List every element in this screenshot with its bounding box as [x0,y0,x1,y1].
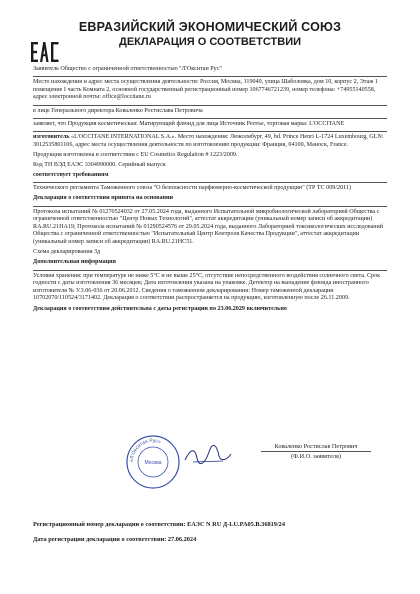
regulation-text: Технического регламента Таможенного союза "О безопасности парфюмерно-косметической продукции" (ТР ТС 009/2011) [33,185,352,192]
manufacturer-block [33,134,387,149]
reg-number-value: ЕАЭС N RU Д-LU.PA05.B.36819/24 [187,521,285,528]
svg-text:«Л'Окситан Рус» [129,438,162,462]
schema-text: Схема декларирования 3д [33,249,101,256]
validity-text: Декларация о соответствии действительна с даты регистрации по [33,305,216,312]
additional-text: Условия хранения: при температуре не ниже 5°С и не выше 25°С, отсутствие непосредственного воздействия солнечного света. Срок годности с даты изготовления 36 месяцев; Дата изготовления указана на упаковке. Детектор на выпадение флюида иностранного изготовителя № У.3.06-036 от 20.06.2012. Сведения о таможенном декларировании: Номер таможенной декларации 10702070/110524/3171402. Декларация о соответствии распространяется на продукцию, изготовленную после 26.11.2009. [33,272,381,302]
registration-date-line [33,536,387,543]
product-declaration: заявляет, что Продукция косметическая: Матирующий флюид для лица Источник Реотье, торговая марка: L'OCCITANE [33,120,345,127]
basis-label: Декларация о соответствии принята на основании [33,195,174,202]
applicant-representative: в лице Генерального директора Коваленко Ростислава Петровича [33,107,203,114]
document-header [0,20,420,48]
complies-label: соответствует требованиям [33,172,109,179]
additional-label: Дополнительная информация [33,259,116,266]
stamp-center-text: Москва [144,460,162,466]
declaration-title: ДЕКЛАРАЦИЯ О СООТВЕТСТВИИ [118,36,302,48]
signer-block [261,443,371,460]
signature-area [33,438,387,488]
handwritten-signature-icon [183,444,233,466]
eac-logo [31,42,59,62]
stamp-outer-text: «Л'Окситан Рус» [128,437,162,463]
made-per-text: Продукция изготовлена в соответствии с EU Cosmetics Regulation # 1223/2009. [33,151,238,158]
manufacturer-label: изготовитель [33,133,70,140]
validity-line [33,306,387,314]
basis-text: Протокола испытаний № 01270524032 от 27.05.2024 года, выданного Испытательной микробиологической лабораторией Общества с ограниченной ответственностью "Центр Новых Технологий", аттестат аккредитации (уникальный номер записи об аккредитации) RA.RU.21НА19; Протокола испытаний № 01290524576 от 29.05.2024 года, выданного Лабораторией токсикологических исследований Общества с ограниченной ответственностью "Испытательный Центр Контроля Качества Продукции", аттестат аккредитации (уникальный номер записи об аккредитации) RA.RU.21НС51. [33,208,384,246]
validity-date: 23.06.2029 включительно [217,305,287,312]
declaration-body [33,66,387,316]
registration-number-line [33,521,387,528]
applicant-address: Место нахождения и адрес места осуществления деятельности: Россия, Москва, 119049, улица Шаболовка, дом 10, корпус 2, Этаж 1 помещение I часть Комната 2, основной государственный регистрационный номер 1067746721239, номер телефона: +74955140558, адрес электронной почты: office@loccitane.ru [33,79,378,101]
signer-caption: (Ф.И.О. заявителя) [291,453,341,460]
signer-name: Коваленко Ростислав Петрович [274,443,358,450]
reg-number-label: Регистрационный номер декларации о соответствии: [33,521,186,528]
hs-code-text: Код ТН ВЭД ЕАЭС 3304990000. Серийный выпуск [33,161,166,168]
reg-date-value: 27.06.2024 [167,536,197,543]
applicant-line: Заявитель Общество с ограниченной ответственностью "Л'Окситан Рус" [33,66,222,72]
company-stamp-icon [125,434,181,490]
manufacturer-text: «L'OCCITANE INTERNATIONAL S.A.». Место нахождения: Люксембург, 49, bd. Prince Henri L-1724 Luxembourg, GLN: 3012535801106, адрес места осуществления деятельности по изготовлению продукции: Франция, 04100, Маноск, France. [33,133,384,148]
union-title: ЕВРАЗИЙСКИЙ ЭКОНОМИЧЕСКИЙ СОЮЗ [78,20,342,34]
reg-date-label: Дата регистрации декларации о соответствии: [33,536,167,543]
